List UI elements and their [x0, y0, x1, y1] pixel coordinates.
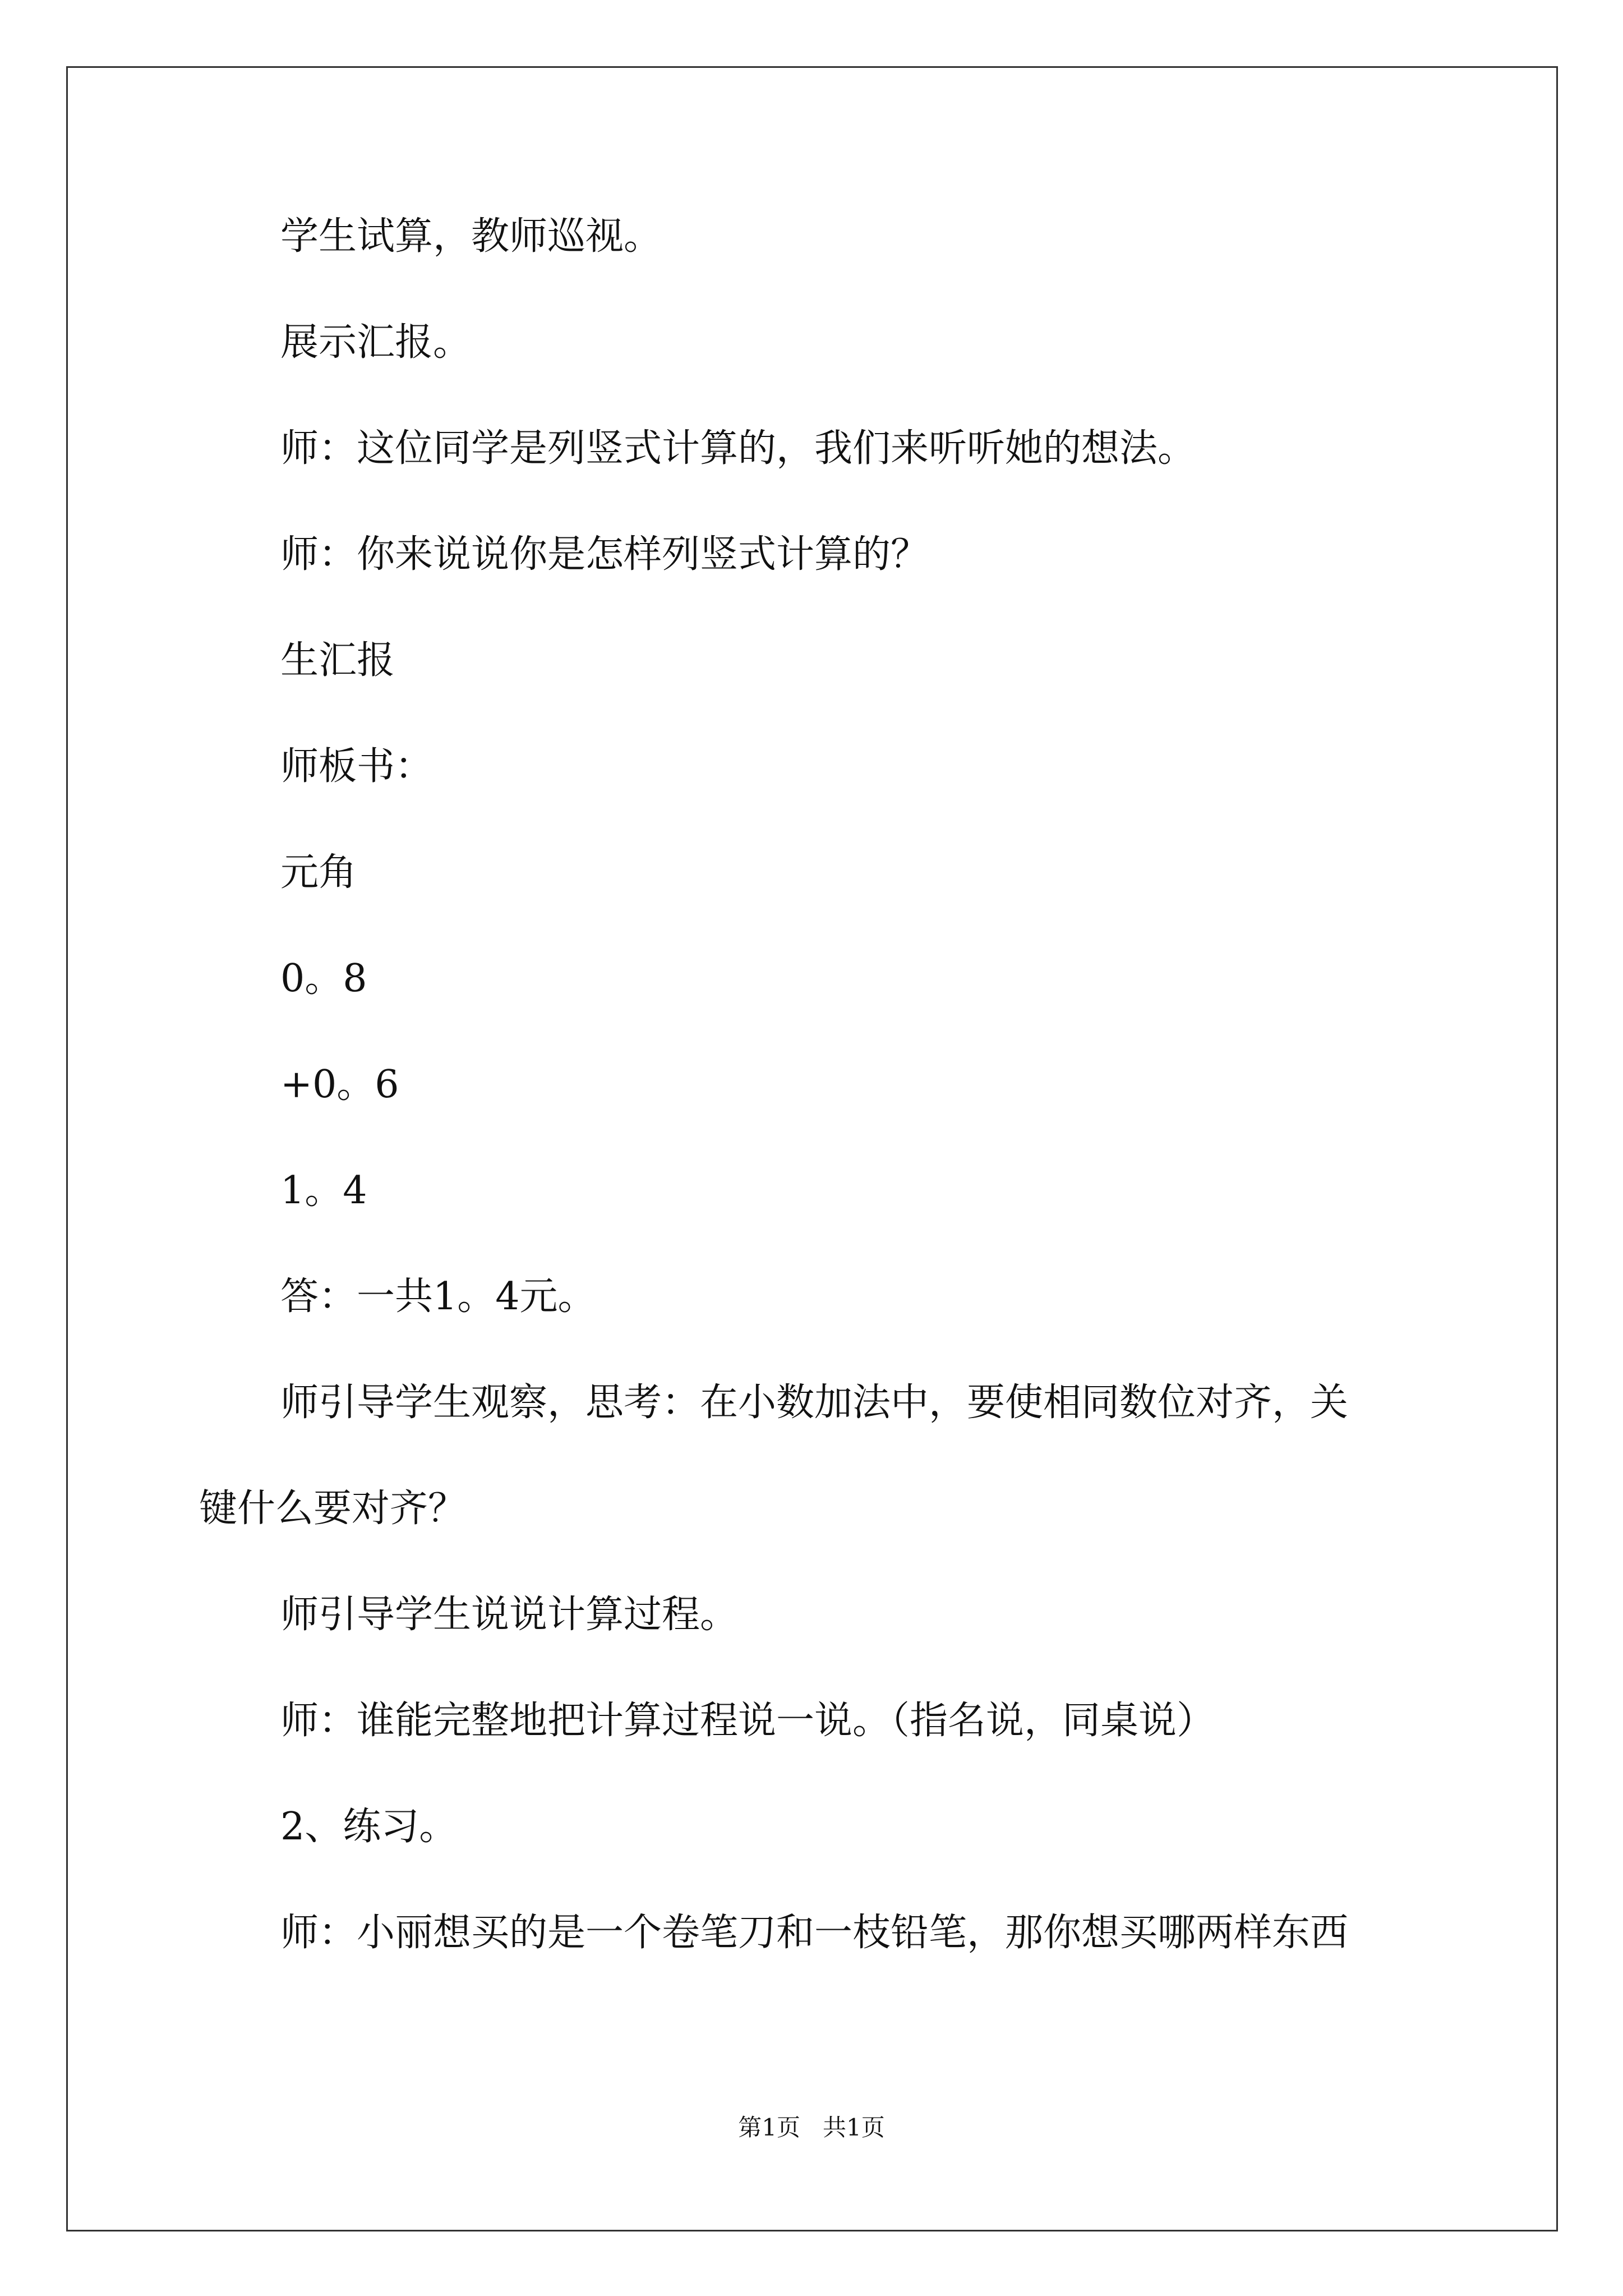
paragraph-line: 1。4 — [280, 1168, 367, 1213]
page-footer: 第1页 共1页 — [738, 2114, 885, 2141]
paragraph-line: 师引导学生说说计算过程。 — [280, 1593, 739, 1637]
paragraph-line: 2、练习。 — [280, 1805, 458, 1849]
paragraph-line: 师引导学生观察，思考：在小数加法中，要使相同数位对齐，关 — [280, 1381, 1349, 1425]
paragraph-line: 师：这位同学是列竖式计算的，我们来听听她的想法。 — [280, 426, 1196, 471]
paragraph-line: +0。6 — [280, 1062, 399, 1107]
paragraph-line: 元角 — [280, 850, 357, 895]
paragraph-line: 展示汇报。 — [280, 320, 472, 365]
paragraph-line: 师：你来说说你是怎样列竖式计算的？ — [280, 532, 929, 577]
paragraph-line: 师：小丽想买的是一个卷笔刀和一枝铅笔，那你想买哪两样东西 — [280, 1911, 1349, 1955]
paragraph-line: 0。8 — [280, 956, 367, 1001]
paragraph-line: 生汇报 — [280, 638, 395, 683]
page-border — [66, 66, 1558, 2231]
paragraph-line: 师板书： — [280, 744, 434, 789]
paragraph-line: 师：谁能完整地把计算过程说一说。（指名说，同桌说） — [280, 1699, 1215, 1743]
paragraph-line: 答：一共1。4元。 — [280, 1274, 596, 1319]
paragraph-line: 学生试算，教师巡视。 — [280, 214, 662, 259]
paragraph-line: 键什么要对齐？ — [199, 1487, 467, 1531]
